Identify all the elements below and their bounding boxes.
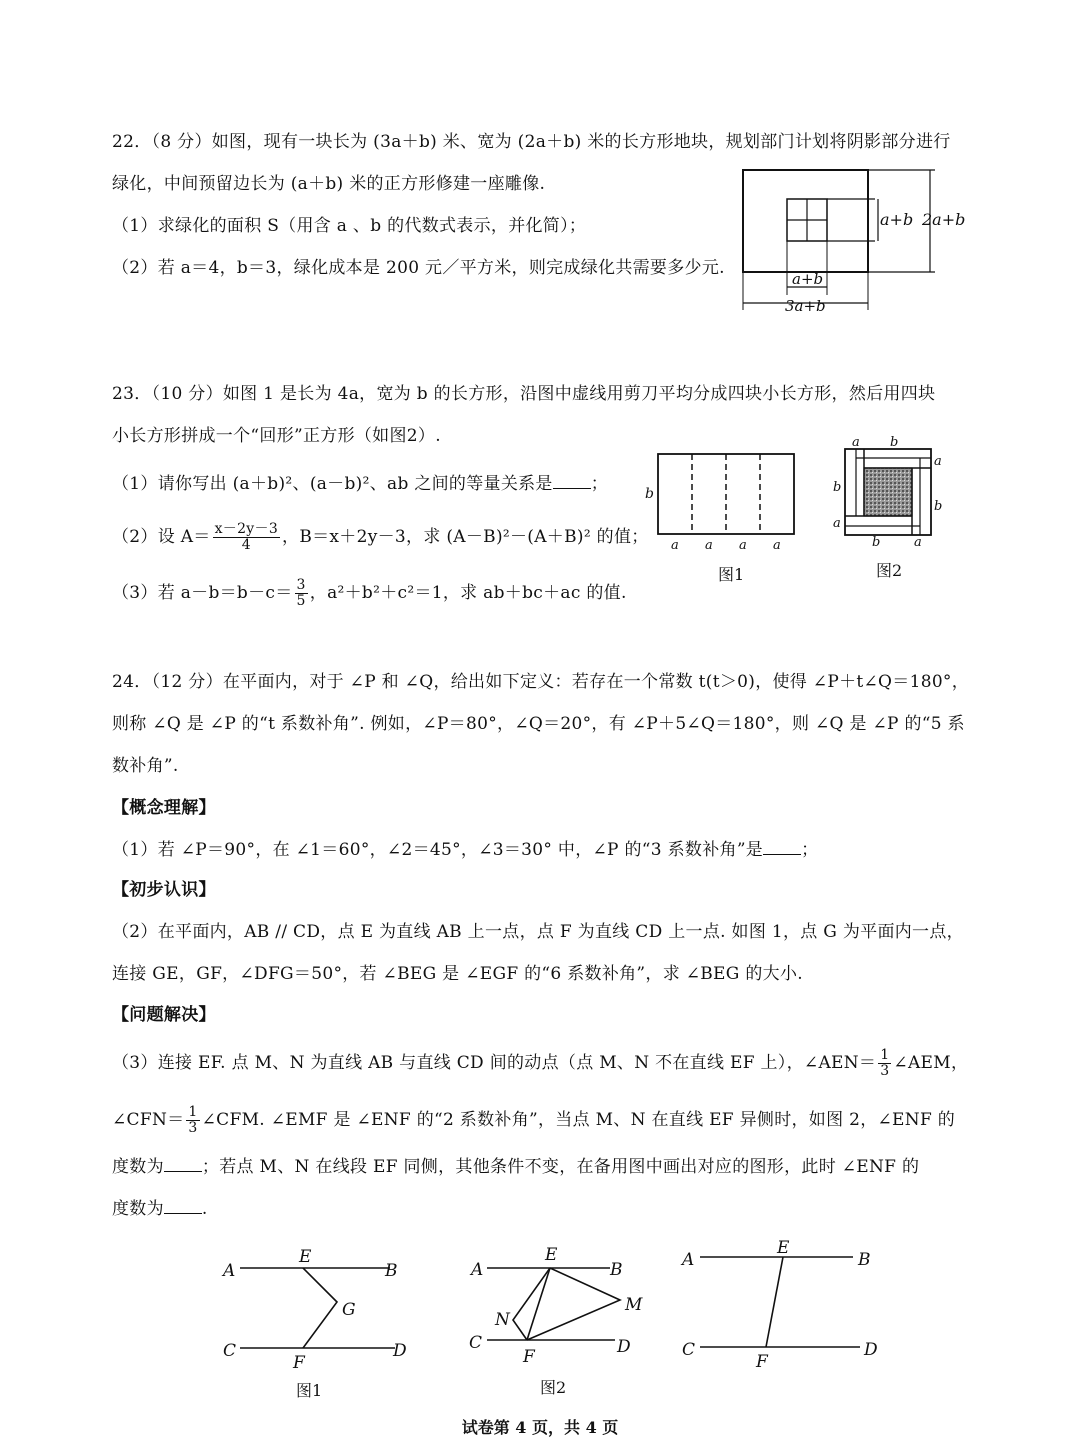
q24-figure3: [678, 1235, 878, 1372]
q24-part1: [112, 838, 818, 862]
q24-line2: 则称 ∠Q 是 ∠P 的“t 系数补角”. 例如，∠P＝80°，∠Q＝20°，有 ∠P＋5∠Q＝180°，则 ∠Q 是 ∠P 的“5 系: [112, 714, 965, 734]
q24-fig2-D: D: [617, 1337, 631, 1357]
q23-part2-suffix: ，B＝x＋2y－3，求 (A－B)²－(A＋B)² 的值；: [282, 527, 649, 547]
q24-fig1-C: C: [223, 1341, 237, 1361]
q24-part3-fraction-2: [186, 1105, 199, 1136]
q23-fig1-side: b: [645, 486, 654, 502]
q24-line3: 数补角”.: [112, 756, 179, 776]
q24-fig2-E: E: [545, 1245, 558, 1265]
q24-fig2-B: B: [610, 1260, 623, 1280]
q24-fig1-B: B: [385, 1261, 398, 1281]
q23-part3-numerator: 3: [296, 577, 306, 593]
q24-fig3-B: B: [858, 1250, 871, 1270]
q24-part3-line4-prefix: 度数为: [112, 1199, 164, 1219]
q24-part2-line2: 连接 GE，GF，∠DFG＝50°，若 ∠BEG 是 ∠EGF 的“6 系数补角”，求 ∠BEG 的大小.: [112, 964, 803, 984]
q22-label-inner-height: a+b: [880, 210, 914, 229]
q24-part3-line2-suffix: ∠CFM. ∠EMF 是 ∠ENF 的“2 系数补角”，当点 M、N 在直线 EF 异侧时，如图 2，∠ENF 的: [201, 1110, 956, 1130]
page-footer: 试卷第 4 页，共 4 页: [461, 1418, 619, 1437]
q23-part3: [112, 578, 627, 609]
q24-heading-solve: 【问题解决】: [112, 1005, 216, 1025]
q24-part3-line3-suffix: ；若点 M、N 在线段 EF 同侧，其他条件不变，在备用图中画出对应的图形，此时 ∠ENF 的: [201, 1157, 920, 1177]
q24-fig1-caption: 图1: [296, 1381, 323, 1400]
q23-part1-text: （1）请你写出 (a＋b)²、(a－b)²、ab 之间的等量关系是: [112, 474, 553, 494]
q24-part1-blank[interactable]: [763, 838, 801, 855]
q23-part1-suffix: ；: [590, 474, 609, 494]
q24-fig2-C: C: [469, 1333, 483, 1353]
q23-part2: [112, 522, 649, 553]
q23-fig1-bottom-3: a: [739, 538, 747, 553]
q24-figure2: [465, 1240, 665, 1367]
q23-part3-suffix: ，a²＋b²＋c²＝1，求 ab＋bc＋ac 的值.: [309, 583, 627, 603]
q24-part1-text: （1）若 ∠P＝90°，在 ∠1＝60°，∠2＝45°，∠3＝30° 中，∠P 的“3 系数补角”是: [112, 840, 764, 860]
q24-fig1-F: F: [293, 1353, 305, 1373]
q24-part3-line2: [112, 1105, 955, 1136]
q23-fig2-left-a: a: [833, 516, 841, 531]
q23-fig2-caption: 图2: [876, 561, 903, 580]
q24-part2-line1: （2）在平面内，AB // CD，点 E 为直线 AB 上一点，点 F 为直线 CD 上一点. 如图 1，点 G 为平面内一点，: [112, 922, 964, 942]
q24-part3-line1: [112, 1048, 968, 1079]
q24-fig1-A: A: [223, 1261, 236, 1281]
q23-fig2-right-b: b: [934, 499, 943, 514]
q23-fig1-bottom-1: a: [671, 538, 679, 553]
q22-part2: （2）若 a＝4，b＝3，绿化成本是 200 元／平方米，则完成绿化共需要多少元.: [112, 258, 725, 278]
q23-fig1-bottom-2: a: [705, 538, 713, 553]
q24-fig1-D: D: [393, 1341, 407, 1361]
q24-fig1-G: G: [342, 1300, 356, 1320]
q23-fig2-left-b: b: [833, 480, 842, 495]
q23-part2-denominator: 4: [241, 537, 251, 553]
q24-fig2-N: N: [495, 1310, 510, 1330]
q24-heading-initial: 【初步认识】: [112, 880, 216, 900]
q24-heading-concept: 【概念理解】: [112, 798, 216, 818]
q23-fig2-top-b: b: [890, 435, 899, 450]
q24-line1: 24．（12 分）在平面内，对于 ∠P 和 ∠Q，给出如下定义：若存在一个常数 t(t＞0)，使得 ∠P＋t∠Q＝180°，: [112, 672, 970, 692]
q24-part3-line3-prefix: 度数为: [112, 1157, 164, 1177]
q23-fig1-caption: 图1: [718, 565, 745, 584]
q24-part3-fraction-1-den: 3: [880, 1063, 890, 1079]
q23-part3-denominator: 5: [296, 593, 306, 609]
q24-fig2-A: A: [471, 1260, 484, 1280]
q24-fig3-C: C: [682, 1340, 696, 1360]
q23-figure2: [830, 434, 950, 554]
q24-part3-line1-suffix: ∠AEM，: [893, 1053, 969, 1073]
q24-part3-blank-1[interactable]: [164, 1155, 202, 1172]
q22-line1: 22．（8 分）如图，现有一块长为 (3a＋b) 米、宽为 (2a＋b) 米的长方形地块，规划部门计划将阴影部分进行: [112, 132, 951, 152]
q24-fig2-M: M: [625, 1295, 643, 1315]
q24-figure1: [215, 1240, 415, 1373]
q24-part3-line2-prefix: ∠CFN＝: [112, 1110, 185, 1130]
q24-part3-fraction-2-num: 1: [188, 1104, 198, 1120]
q22-label-outer-width: 3a+b: [785, 297, 826, 315]
q24-part3-line4-suffix: .: [201, 1199, 208, 1219]
q24-fig3-E: E: [777, 1238, 790, 1258]
q23-figure1: [640, 450, 810, 580]
q23-fig2-right-a: a: [934, 454, 942, 469]
q22-line2: 绿化，中间预留边长为 (a＋b) 米的正方形修建一座雕像.: [112, 174, 546, 194]
q23-part2-numerator: x－2y－3: [214, 521, 279, 537]
q23-part2-fraction: [213, 522, 280, 553]
q24-part3-fraction-1: [878, 1048, 891, 1079]
q24-fig1-E: E: [299, 1247, 312, 1267]
q24-fig2-F: F: [523, 1347, 535, 1367]
q24-part3-line1-prefix: （3）连接 EF. 点 M、N 为直线 AB 与直线 CD 间的动点（点 M、N 不在直线 EF 上），∠AEN＝: [112, 1053, 877, 1073]
q23-line1: 23．（10 分）如图 1 是长为 4a，宽为 b 的长方形，沿图中虚线用剪刀平均分成四块小长方形，然后用四块: [112, 384, 936, 404]
q24-part3-fraction-2-den: 3: [188, 1120, 198, 1136]
q23-part3-prefix: （3）若 a－b＝b－c＝: [112, 583, 293, 603]
q24-fig2-caption: 图2: [540, 1378, 567, 1397]
q22-part1: （1）求绿化的面积 S（用含 a 、b 的代数式表示，并化简）；: [112, 216, 587, 236]
q24-part3-fraction-1-num: 1: [880, 1047, 890, 1063]
q23-part3-fraction: [295, 578, 308, 609]
q23-line2: 小长方形拼成一个“回形”正方形（如图2）.: [112, 426, 441, 446]
q24-fig3-D: D: [864, 1340, 878, 1360]
q23-part1: [112, 472, 608, 496]
q24-part3-blank-2[interactable]: [164, 1197, 202, 1214]
q22-label-inner-width: a+b: [792, 270, 824, 288]
q22-figure: [735, 165, 975, 315]
q24-fig3-F: F: [756, 1352, 768, 1372]
q23-fig2-bottom-b: b: [872, 535, 881, 550]
q22-label-outer-height: 2a+b: [922, 210, 966, 229]
q23-part2-prefix: （2）设 A＝: [112, 527, 211, 547]
q23-part1-blank[interactable]: [553, 472, 591, 489]
q24-part3-line3: [112, 1155, 919, 1179]
q24-fig3-A: A: [682, 1250, 695, 1270]
q23-fig1-bottom-4: a: [773, 538, 781, 553]
q24-part3-line4: [112, 1197, 208, 1221]
q23-fig2-bottom-a: a: [914, 535, 922, 550]
q23-fig2-top-a: a: [852, 435, 860, 450]
q24-part1-suffix: ；: [801, 840, 819, 860]
